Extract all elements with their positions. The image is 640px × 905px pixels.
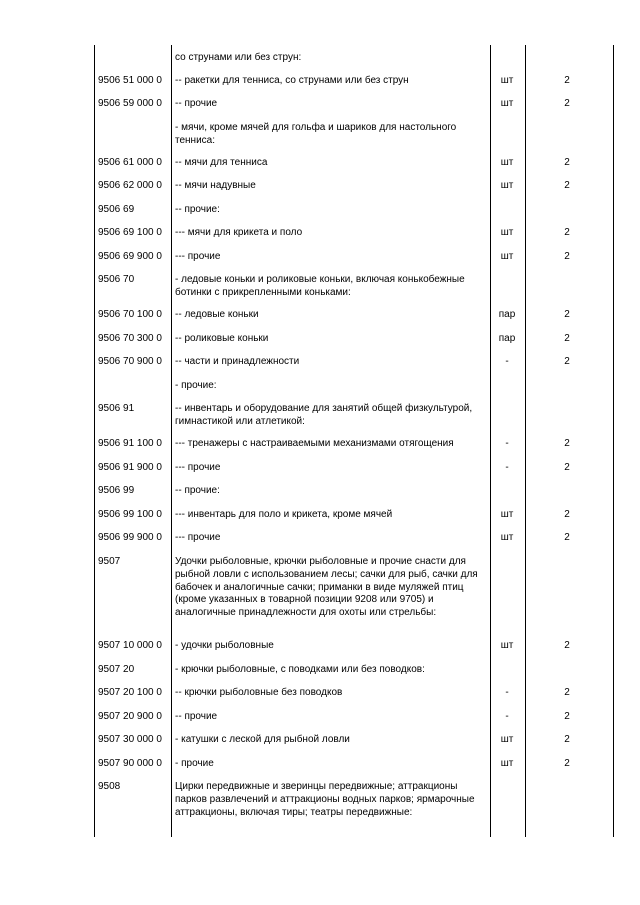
row-description: --- прочие — [175, 462, 221, 473]
row-code: 9506 51 000 0 — [98, 75, 162, 86]
row-unit: шт — [500, 180, 514, 191]
row-supplementary: 2 — [564, 758, 570, 769]
row-description: Цирки передвижные и зверинцы передвижные; аттракционы парков развлечений и аттракционы водных парков; ярмарочные аттракционы, включая тиры; театры передвижные: — [175, 781, 475, 818]
row-description: -- ледовые коньки — [175, 309, 259, 320]
row-code: 9507 — [98, 556, 121, 567]
table-border-right — [613, 45, 614, 837]
row-description: со струнами или без струн: — [175, 52, 302, 63]
row-description: - катушки с леской для рыбной ловли — [175, 734, 350, 745]
row-description: --- мячи для крикета и поло — [175, 227, 303, 238]
row-code: 9506 70 100 0 — [98, 309, 162, 320]
row-description: -- прочие — [175, 98, 218, 109]
table-divider-code — [171, 45, 172, 837]
table-border-left — [94, 45, 95, 837]
row-unit: пар — [498, 333, 516, 344]
row-supplementary: 2 — [564, 687, 570, 698]
row-code: 9507 90 000 0 — [98, 758, 162, 769]
row-unit: шт — [500, 640, 514, 651]
row-description: --- тренажеры с настраиваемыми механизмами отягощения — [175, 438, 454, 449]
table-divider-description — [490, 45, 491, 837]
row-description: -- крючки рыболовные без поводков — [175, 687, 343, 698]
row-description: -- прочие: — [175, 204, 220, 215]
row-code: 9506 62 000 0 — [98, 180, 162, 191]
row-supplementary: 2 — [564, 509, 570, 520]
row-code: 9506 99 900 0 — [98, 532, 162, 543]
row-unit: пар — [498, 309, 516, 320]
row-unit: - — [505, 687, 509, 698]
row-code: 9507 10 000 0 — [98, 640, 162, 651]
row-code: 9507 30 000 0 — [98, 734, 162, 745]
row-code: 9506 70 — [98, 274, 135, 285]
row-supplementary: 2 — [564, 227, 570, 238]
row-supplementary: 2 — [564, 734, 570, 745]
row-description: - ледовые коньки и роликовые коньки, включая конькобежные ботинки с прикрепленными коньками: — [175, 274, 465, 298]
row-supplementary: 2 — [564, 711, 570, 722]
row-unit: шт — [500, 532, 514, 543]
row-unit: - — [505, 438, 509, 449]
row-description: --- прочие — [175, 251, 221, 262]
row-supplementary: 2 — [564, 532, 570, 543]
row-code: 9506 91 100 0 — [98, 438, 162, 449]
row-unit: шт — [500, 75, 514, 86]
row-description: -- роликовые коньки — [175, 333, 269, 344]
row-description: -- части и принадлежности — [175, 356, 300, 367]
row-unit: шт — [500, 758, 514, 769]
row-supplementary: 2 — [564, 438, 570, 449]
row-description: Удочки рыболовные, крючки рыболовные и прочие снасти для рыбной ловли с использованием лесы; сачки для рыб, сачки для бабочек и аналогичные сачки; приманки в виде муляжей птиц (кроме указанных в товарной позиции 9208 или 9705) и аналогичные принадлежности для охоты или стрельбы: — [175, 556, 478, 619]
row-code: 9506 69 100 0 — [98, 227, 162, 238]
row-supplementary: 2 — [564, 309, 570, 320]
row-description: --- прочие — [175, 532, 221, 543]
row-unit: шт — [500, 509, 514, 520]
row-description: -- инвентарь и оборудование для занятий общей физкультурой, гимнастикой или атлетикой: — [175, 403, 473, 427]
row-description: -- мячи надувные — [175, 180, 256, 191]
row-supplementary: 2 — [564, 157, 570, 168]
row-supplementary: 2 — [564, 98, 570, 109]
row-code: 9506 61 000 0 — [98, 157, 162, 168]
row-code: 9506 69 900 0 — [98, 251, 162, 262]
row-description: - крючки рыболовные, с поводками или без поводков: — [175, 664, 425, 675]
row-code: 9507 20 — [98, 664, 135, 675]
row-description: -- ракетки для тенниса, со струнами или без струн — [175, 75, 409, 86]
row-supplementary: 2 — [564, 640, 570, 651]
row-code: 9507 20 900 0 — [98, 711, 162, 722]
row-code: 9506 91 900 0 — [98, 462, 162, 473]
table-divider-unit — [525, 45, 526, 837]
row-supplementary: 2 — [564, 251, 570, 262]
row-description: -- прочие: — [175, 485, 220, 496]
row-code: 9506 99 — [98, 485, 135, 496]
row-description: - удочки рыболовные — [175, 640, 274, 651]
row-unit: шт — [500, 251, 514, 262]
row-supplementary: 2 — [564, 462, 570, 473]
row-code: 9507 20 100 0 — [98, 687, 162, 698]
row-code: 9506 59 000 0 — [98, 98, 162, 109]
row-unit: - — [505, 356, 509, 367]
row-description: --- инвентарь для поло и крикета, кроме мячей — [175, 509, 393, 520]
row-code: 9506 70 300 0 — [98, 333, 162, 344]
row-code: 9506 99 100 0 — [98, 509, 162, 520]
row-unit: шт — [500, 157, 514, 168]
row-unit: - — [505, 462, 509, 473]
row-unit: - — [505, 711, 509, 722]
row-description: -- мячи для тенниса — [175, 157, 268, 168]
row-code: 9508 — [98, 781, 121, 792]
row-code: 9506 69 — [98, 204, 135, 215]
row-supplementary: 2 — [564, 356, 570, 367]
row-description: - прочие: — [175, 380, 217, 391]
row-code: 9506 91 — [98, 403, 135, 414]
row-description: -- прочие — [175, 711, 218, 722]
row-unit: шт — [500, 227, 514, 238]
row-description: - прочие — [175, 758, 214, 769]
row-code: 9506 70 900 0 — [98, 356, 162, 367]
row-unit: шт — [500, 98, 514, 109]
row-supplementary: 2 — [564, 180, 570, 191]
row-unit: шт — [500, 734, 514, 745]
row-description: - мячи, кроме мячей для гольфа и шариков для настольного тенниса: — [175, 122, 457, 146]
row-supplementary: 2 — [564, 333, 570, 344]
row-supplementary: 2 — [564, 75, 570, 86]
